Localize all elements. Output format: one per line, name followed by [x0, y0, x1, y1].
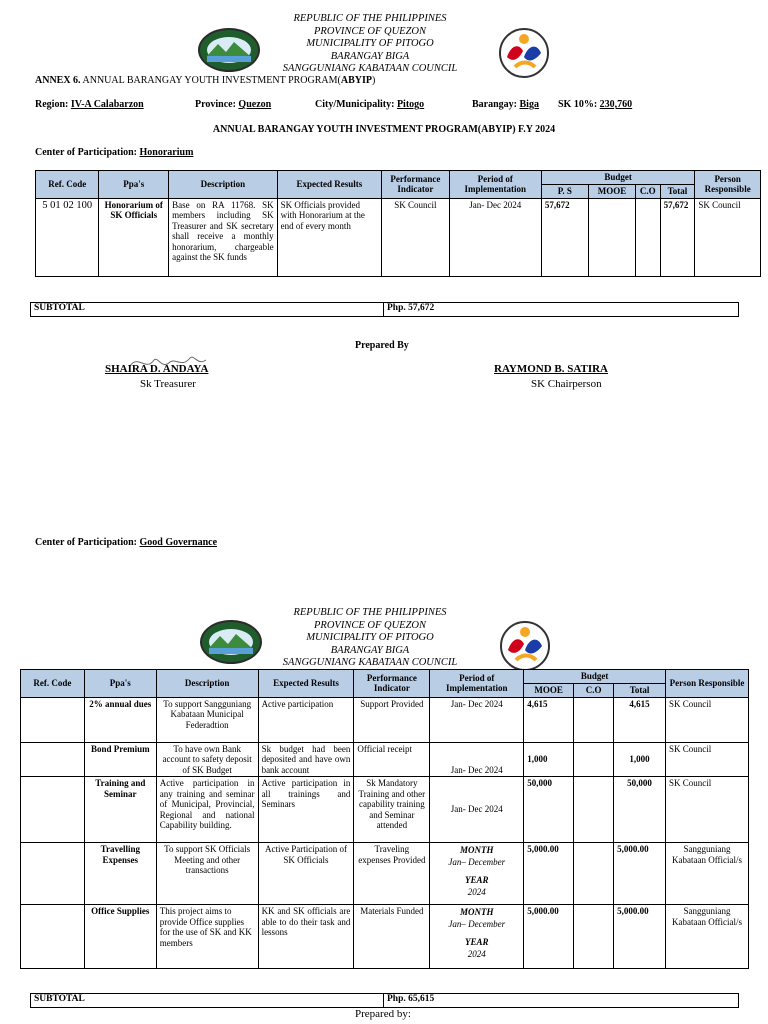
col-description: Description [169, 171, 278, 199]
barangay-seal-logo [198, 28, 260, 72]
cell-total: 50,000 [614, 777, 666, 843]
cell-ppa: Office Supplies [84, 905, 156, 969]
cop-value: Honorarium [139, 147, 194, 158]
header-line: BARANGAY BIGA [330, 50, 410, 62]
col-period: Period of Implementation [430, 670, 524, 698]
barangay-label: Barangay: [472, 99, 517, 110]
cell-ppa: Bond Premium [84, 742, 156, 777]
period-year-label: YEAR [465, 875, 489, 885]
letterhead-1 [240, 13, 500, 76]
city-field [315, 99, 424, 110]
cell-performance: SK Council [382, 198, 450, 276]
header-line: PROVINCE OF QUEZON [314, 619, 426, 631]
header-line: PROVINCE OF QUEZON [314, 25, 426, 37]
cell-period: Jan- Dec 2024 [430, 697, 524, 742]
col-ppa: Ppa's [84, 670, 156, 698]
period-range: Jan– December [448, 919, 506, 929]
cell-co [574, 697, 614, 742]
main-title: ANNUAL BARANGAY YOUTH INVESTMENT PROGRAM(ABYIP) F.Y 2024 [212, 124, 556, 135]
col-description: Description [156, 670, 258, 698]
cell-total: 5,000.00 [614, 843, 666, 905]
cell-expected: Active Participation of SK Officials [258, 843, 354, 905]
table-row [36, 198, 761, 276]
col-person-responsible: Person Responsible [666, 670, 749, 698]
header-line: SANGGUNIANG KABATAAN COUNCIL [282, 657, 458, 668]
treasurer-role: Sk Treasurer [140, 378, 196, 390]
col-person-responsible: Person Responsible [695, 171, 761, 199]
city-value: Pitogo [396, 99, 425, 110]
cell-mooe: 5,000.00 [524, 905, 574, 969]
city-label: City/Municipality: [315, 99, 395, 110]
barangay-field [472, 99, 539, 110]
cell-ref [21, 843, 85, 905]
cell-person: Sangguniang Kabataan Official/s [666, 905, 749, 969]
col-total: Total [614, 684, 666, 698]
col-ppa: Ppa's [99, 171, 169, 199]
cell-total: 57,672 [660, 198, 695, 276]
period-month-label: MONTH [460, 845, 494, 855]
cell-total: 4,615 [614, 697, 666, 742]
letterhead-2 [240, 607, 500, 670]
col-budget: Budget [541, 171, 695, 185]
treasurer-name: SHAIRA D. ANDAYA [105, 363, 209, 375]
cell-total: 1,000 [614, 742, 666, 777]
col-co: C.O [636, 185, 661, 199]
period-year: 2024 [467, 949, 486, 959]
header-line: MUNICIPALITY OF PITOGO [306, 38, 434, 49]
header-line: MUNICIPALITY OF PITOGO [306, 632, 434, 643]
cop-value: Good Governance [139, 537, 218, 548]
cell-ref [21, 697, 85, 742]
col-ref-code: Ref. Code [21, 670, 85, 698]
cell-person: Sangguniang Kabataan Official/s [666, 843, 749, 905]
cop-label: Center of Participation: [35, 147, 138, 158]
table-row [21, 777, 749, 843]
annex-prefix: ANNEX 6. [35, 75, 81, 86]
cell-co [574, 777, 614, 843]
cell-mooe: 50,000 [524, 777, 574, 843]
province-value: Quezon [238, 99, 272, 110]
annex-close: ) [371, 75, 376, 86]
cell-ppa: Travelling Expenses [84, 843, 156, 905]
col-ps: P. S [541, 185, 588, 199]
cell-description: To have own Bank account to safety deposit of SK Budget [156, 742, 258, 777]
cell-person: SK Council [666, 777, 749, 843]
barangay-seal-logo [200, 620, 262, 664]
cell-mooe: 1,000 [524, 742, 574, 777]
prepared-by-label: Prepared By [355, 340, 409, 351]
province-field [195, 99, 271, 110]
cell-performance: Support Provided [354, 697, 430, 742]
cell-description: To support Sangguniang Kabataan Municipal Federadtion [156, 697, 258, 742]
sk-field [558, 99, 632, 110]
table-row [21, 697, 749, 742]
chairperson-role: SK Chairperson [531, 378, 602, 390]
subtotal-label: SUBTOTAL [34, 994, 85, 1004]
honorarium-table [35, 170, 761, 277]
cell-expected: KK and SK officials are able to do their task and lessons [258, 905, 354, 969]
cell-ref [21, 777, 85, 843]
col-performance-indicator: Performance Indicator [354, 670, 430, 698]
col-expected-results: Expected Results [258, 670, 354, 698]
cell-ps: 57,672 [541, 198, 588, 276]
cell-description: To support SK Officials Meeting and other transactions [156, 843, 258, 905]
region-value: IV-A Calabarzon [70, 99, 144, 110]
col-budget: Budget [524, 670, 666, 684]
col-expected-results: Expected Results [277, 171, 381, 199]
region-label: Region: [35, 99, 69, 110]
cell-performance: Sk Mandatory Training and other capability training and Seminar attended [354, 777, 430, 843]
col-ref-code: Ref. Code [36, 171, 99, 199]
cell-ref: 5 01 02 100 [36, 198, 99, 276]
header-line: SANGGUNIANG KABATAAN COUNCIL [282, 63, 458, 74]
cell-expected: Sk budget had been deposited and have own bank account [258, 742, 354, 777]
cell-mooe: 5,000.00 [524, 843, 574, 905]
header-line: REPUBLIC OF THE PHILIPPINES [293, 607, 447, 618]
subtotal-value: Php. 65,615 [383, 994, 434, 1007]
cell-period: Jan- Dec 2024 [449, 198, 541, 276]
good-governance-table [20, 669, 749, 969]
cell-person: SK Council [666, 697, 749, 742]
cell-person: SK Council [666, 742, 749, 777]
chairperson-name: RAYMOND B. SATIRA [494, 363, 608, 375]
cell-period: Jan- Dec 2024 [430, 742, 524, 777]
sk-value: 230,760 [599, 99, 633, 110]
center-of-participation-1 [35, 147, 193, 158]
col-co: C.O [574, 684, 614, 698]
header-line: BARANGAY BIGA [330, 644, 410, 656]
cell-performance: Materials Funded [354, 905, 430, 969]
cell-ref [21, 905, 85, 969]
cell-ppa: 2% annual dues [84, 697, 156, 742]
period-year: 2024 [467, 887, 486, 897]
center-of-participation-2 [35, 537, 217, 548]
cell-period [430, 905, 524, 969]
cell-mooe [588, 198, 635, 276]
cell-expected: SK Officials provided with Honorarium at the end of every month [277, 198, 381, 276]
col-performance-indicator: Performance Indicator [382, 171, 450, 199]
cop-label: Center of Participation: [35, 537, 138, 548]
region-field [35, 99, 144, 110]
cell-ref [21, 742, 85, 777]
annex-title: ANNUAL BARANGAY YOUTH INVESTMENT PROGRAM( [82, 75, 341, 86]
cell-description: This project aims to provide Office supplies for the use of SK and KK members [156, 905, 258, 969]
cell-co [636, 198, 661, 276]
sk-logo [498, 620, 552, 672]
cell-co [574, 742, 614, 777]
annex-line [35, 75, 375, 86]
table-row [21, 843, 749, 905]
subtotal-label: SUBTOTAL [34, 303, 85, 313]
cell-expected: Active participation in all trainings and Seminars [258, 777, 354, 843]
cell-person: SK Council [695, 198, 761, 276]
cell-performance: Official receipt [354, 742, 430, 777]
col-period: Period of Implementation [449, 171, 541, 199]
table-row [21, 742, 749, 777]
subtotal-row-1 [30, 302, 739, 317]
cell-period [430, 843, 524, 905]
cell-mooe: 4,615 [524, 697, 574, 742]
sk-logo [497, 27, 551, 79]
subtotal-value: Php. 57,672 [383, 303, 434, 316]
period-month-label: MONTH [460, 907, 494, 917]
cell-total: 5,000.00 [614, 905, 666, 969]
subtotal-row-2 [30, 993, 739, 1008]
col-mooe: MOOE [588, 185, 635, 199]
province-label: Province: [195, 99, 236, 110]
cell-period: Jan- Dec 2024 [430, 777, 524, 843]
prepared-by-label-2: Prepared by: [355, 1008, 411, 1020]
cell-description: Active participation in any training and seminar of Municipal, Provincial, Regional and national Capability building. [156, 777, 258, 843]
period-year-label: YEAR [465, 937, 489, 947]
cell-performance: Traveling expenses Provided [354, 843, 430, 905]
col-total: Total [660, 185, 695, 199]
cell-ppa: Training and Seminar [84, 777, 156, 843]
barangay-value: Biga [519, 99, 539, 110]
period-range: Jan– December [448, 857, 506, 867]
cell-expected: Active participation [258, 697, 354, 742]
cell-description: Base on RA 11768. SK members including SK Treasurer and SK secretary shall receive a monthly honorarium, chargeable against the SK funds [169, 198, 278, 276]
cell-ppa: Honorarium of SK Officials [99, 198, 169, 276]
header-line: REPUBLIC OF THE PHILIPPINES [293, 13, 447, 24]
annex-title-bold: ABYIP [340, 75, 372, 86]
cell-co [574, 905, 614, 969]
sk-label: SK 10%: [558, 99, 598, 110]
table-row [21, 905, 749, 969]
col-mooe: MOOE [524, 684, 574, 698]
cell-co [574, 843, 614, 905]
